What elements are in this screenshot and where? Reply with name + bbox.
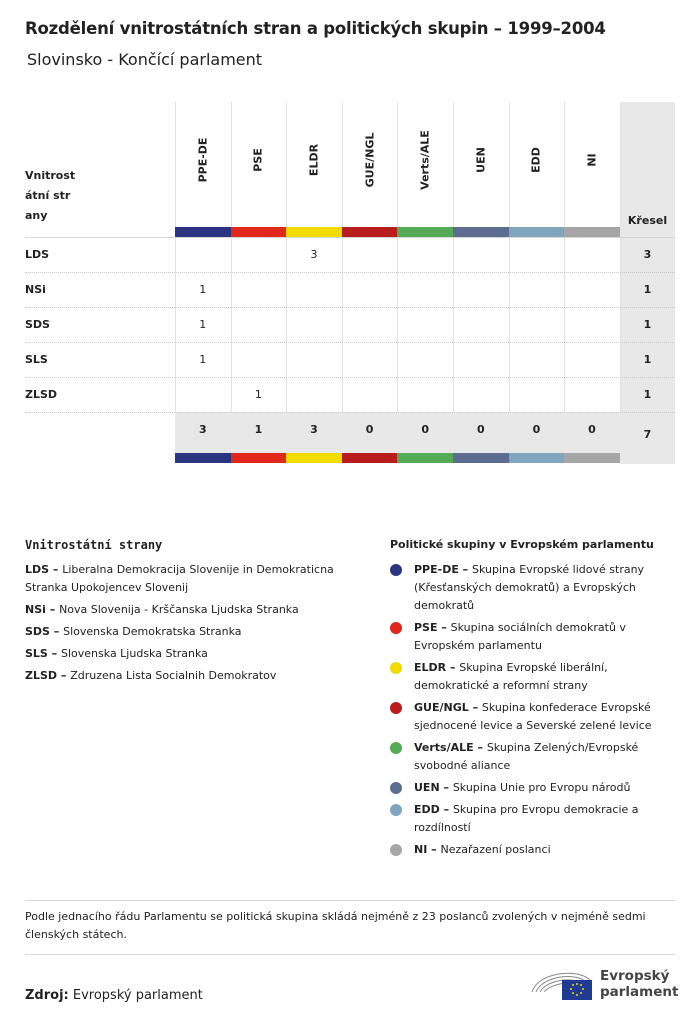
- group-header-eldr: [286, 102, 342, 227]
- group-color-dot: [390, 622, 402, 634]
- footnote: Podle jednacího řádu Parlamentu se politická skupina skládá nejméně z 23 poslanců zvolených v nejméně sedmi členských státech.: [25, 910, 646, 941]
- row-header-text: Vnitrostátní strany: [25, 169, 76, 222]
- group-legend-item: [390, 659, 675, 695]
- group-header-uen: [453, 102, 509, 227]
- group-color-bar: [564, 227, 620, 237]
- group-color-bar: [286, 453, 342, 463]
- row-separator: [25, 342, 675, 343]
- party-legend-item: [25, 645, 345, 663]
- parties-legend: [25, 561, 345, 689]
- divider: [25, 900, 675, 901]
- table-cell: 3: [310, 247, 318, 261]
- group-header-label: PSE: [251, 148, 265, 172]
- group-header-ppe-de: [175, 102, 231, 227]
- group-name: Skupina pro Evropu demokracie a rozdílností: [414, 803, 639, 834]
- groups-legend-title: Politické skupiny v Evropském parlamentu: [390, 538, 654, 551]
- group-legend-item: [390, 699, 675, 735]
- group-legend-item: [390, 739, 675, 775]
- group-color-bar: [342, 453, 398, 463]
- group-header-label: GUE/NGL: [363, 132, 377, 188]
- group-header-gue-ngl: [342, 102, 398, 227]
- party-abbr: LDS –: [25, 563, 63, 576]
- source-value: Evropský parlament: [72, 988, 203, 1003]
- group-color-bar: [397, 453, 453, 463]
- group-name: Skupina sociálních demokratů v Evropském parlamentu: [414, 621, 626, 652]
- column-total: 3: [310, 423, 318, 436]
- group-color-dot: [390, 564, 402, 576]
- group-header-label: EDD: [529, 147, 543, 173]
- logo-text: [600, 968, 678, 1000]
- row-total: 1: [643, 282, 652, 296]
- group-header-label: PPE-DE: [196, 137, 210, 183]
- party-name: Slovenska Demokratska Stranka: [63, 625, 242, 638]
- row-header-label: [25, 166, 95, 226]
- seat-distribution-table: [25, 102, 675, 464]
- row-party-label: LDS: [25, 247, 50, 261]
- row-party-label: SLS: [25, 352, 48, 366]
- parties-legend-title: Vnitrostátní strany: [25, 538, 163, 552]
- group-abbr: EDD –: [414, 803, 453, 816]
- group-color-bar: [509, 227, 565, 237]
- column-total: 0: [588, 423, 596, 436]
- group-color-dot: [390, 742, 402, 754]
- party-name: Zdruzena Lista Socialnih Demokratov: [70, 669, 277, 682]
- source-label: Zdroj:: [25, 988, 69, 1003]
- row-separator: [25, 412, 675, 413]
- group-header-label: NI: [585, 153, 599, 167]
- group-color-bar: [342, 227, 398, 237]
- party-legend-item: [25, 667, 345, 685]
- group-abbr: PPE-DE –: [414, 563, 473, 576]
- source: [25, 988, 203, 1003]
- group-legend-item: [390, 801, 675, 837]
- column-total: 0: [365, 423, 374, 436]
- row-total: 1: [643, 387, 652, 401]
- row-separator: [25, 307, 675, 308]
- party-name: Slovenska Ljudska Stranka: [61, 647, 208, 660]
- group-name: Nezařazení poslanci: [440, 843, 551, 856]
- group-abbr: PSE –: [414, 621, 451, 634]
- row-party-label: ZLSD: [25, 387, 58, 401]
- group-color-bar: [286, 227, 342, 237]
- row-total: 3: [643, 247, 652, 261]
- grand-total: 7: [643, 428, 652, 441]
- party-legend-item: [25, 561, 345, 597]
- party-abbr: SDS –: [25, 625, 64, 638]
- group-color-dot: [390, 844, 402, 856]
- group-header-pse: [231, 102, 287, 227]
- group-abbr: GUE/NGL –: [414, 701, 482, 714]
- group-color-bar: [231, 227, 287, 237]
- table-cell: 1: [199, 352, 207, 366]
- group-color-bar: [231, 453, 287, 463]
- group-color-dot: [390, 804, 402, 816]
- table-cell: 1: [199, 282, 207, 296]
- group-name: Skupina Evropské liberální, demokratické a reformní strany: [414, 661, 608, 692]
- table-cell: 1: [199, 317, 207, 331]
- group-abbr: ELDR –: [414, 661, 460, 674]
- row-separator: [25, 272, 675, 273]
- group-name: Skupina Unie pro Evropu národů: [452, 781, 631, 794]
- party-legend-item: [25, 601, 345, 619]
- seats-header: Křesel: [627, 214, 668, 227]
- group-abbr: UEN –: [414, 781, 453, 794]
- row-party-label: SDS: [25, 317, 50, 331]
- group-header-edd: [509, 102, 565, 227]
- group-header-ni: [564, 102, 620, 227]
- group-color-bar: [509, 453, 565, 463]
- group-color-bar: [453, 227, 509, 237]
- group-color-dot: [390, 662, 402, 674]
- group-header-label: UEN: [474, 147, 488, 173]
- group-name: Skupina konfederace Evropské sjednocené levice a Severské zelené levice: [414, 701, 652, 732]
- page-title: Rozdělení vnitrostátních stran a politických skupin – 1999–2004: [25, 19, 606, 38]
- column-total: 1: [254, 423, 263, 436]
- group-color-bar: [453, 453, 509, 463]
- group-color-dot: [390, 702, 402, 714]
- column-total: 0: [476, 423, 485, 436]
- row-total: 1: [643, 317, 652, 331]
- group-color-bar: [397, 227, 453, 237]
- row-total: 1: [643, 352, 652, 366]
- group-abbr: Verts/ALE –: [414, 741, 487, 754]
- page-subtitle: Slovinsko - Končící parlament: [27, 50, 263, 69]
- party-abbr: SLS –: [25, 647, 62, 660]
- column-total: 0: [532, 423, 541, 436]
- group-abbr: NI –: [414, 843, 441, 856]
- group-header-label: Verts/ALE: [418, 130, 432, 190]
- header-separator: [25, 237, 675, 238]
- group-color-bar: [175, 453, 231, 463]
- column-total: 3: [198, 423, 207, 436]
- group-name: Skupina Evropské lidové strany (Křesťanských demokratů) a Evropských demokratů: [414, 563, 645, 612]
- row-separator: [25, 377, 675, 378]
- group-legend-item: [390, 841, 675, 859]
- group-legend-item: [390, 619, 675, 655]
- group-legend-item: [390, 561, 675, 615]
- group-color-bar: [175, 227, 231, 237]
- row-party-label: NSi: [25, 282, 46, 296]
- party-legend-item: [25, 623, 345, 641]
- party-abbr: NSi –: [25, 603, 60, 616]
- party-name: Nova Slovenija - Krščanska Ljudska Stranka: [59, 603, 299, 616]
- group-color-dot: [390, 782, 402, 794]
- group-header-verts-ale: [397, 102, 453, 227]
- group-header-label: ELDR: [307, 143, 321, 177]
- table-cell: 1: [254, 387, 262, 401]
- group-legend-item: [390, 779, 675, 797]
- divider: [25, 954, 675, 955]
- group-name: Skupina Zelených/Evropské svobodné aliance: [414, 741, 639, 772]
- group-color-bar: [564, 453, 620, 463]
- party-name: Liberalna Demokracija Slovenije in Demokraticna Stranka Upokojencev Slovenij: [25, 563, 334, 594]
- logo-line-1: Evropský: [600, 968, 670, 984]
- groups-legend: [390, 561, 675, 863]
- party-abbr: ZLSD –: [25, 669, 71, 682]
- column-total: 0: [421, 423, 430, 436]
- logo-line-2: parlament: [600, 984, 679, 1000]
